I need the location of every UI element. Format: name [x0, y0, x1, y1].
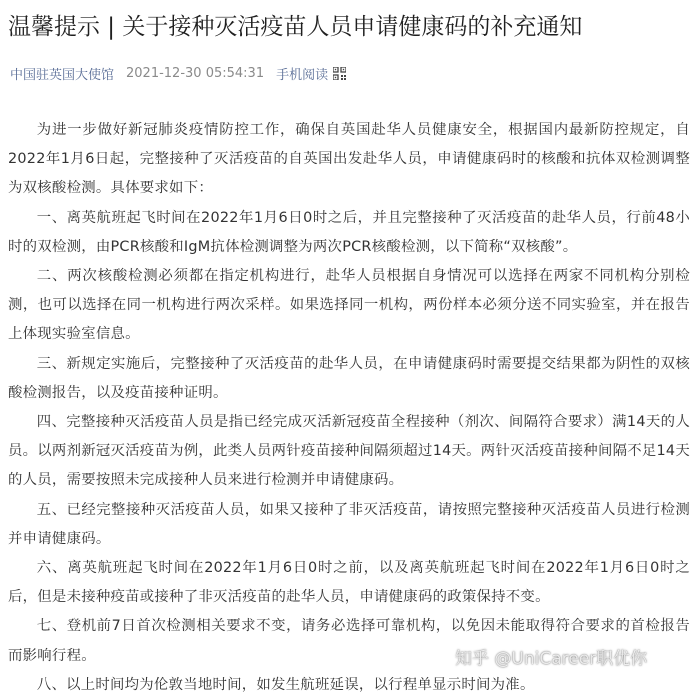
paragraph-item-6: 六、离英航班起飞时间在2022年1月6日0时之前，以及离英航班起飞时间在2022年1月6日0时之后，但是未接种疫苗或接种了非灭活疫苗的赴华人员，申请健康码的政策保持不变。 — [8, 560, 690, 606]
article-body — [8, 116, 690, 700]
paragraph-item-1: 一、离英航班起飞时间在2022年1月6日0时之后，并且完整接种了灭活疫苗的赴华人员，行前48小时的双检测，由PCR核酸和IgM抗体检测调整为两次PCR核酸检测，以下简称“双核酸”。 — [8, 209, 690, 255]
paragraph-item-4: 四、完整接种灭活疫苗人员是指已经完成灭活新冠疫苗全程接种（剂次、间隔符合要求）满14天的人员。以两剂新冠灭活疫苗为例，此类人员两针疫苗接种间隔须超过14天。两针灭活疫苗接种间隔不足14天的人员，需要按照未完成接种人员来进行检测并申请健康码。 — [8, 414, 690, 489]
page-title: 温馨提示 | 关于接种灭活疫苗人员申请健康码的补充通知 — [8, 14, 583, 40]
publish-datetime: 2021-12-30 05:54:31 — [126, 65, 265, 81]
paragraph-item-2: 二、两次核酸检测必须都在指定机构进行，赴华人员根据自身情况可以选择在两家不同机构分别检测，也可以选择在同一机构进行两次采样。如果选择同一机构，两份样本必须分送不同实验室，并在报告上体现实验室信息。 — [8, 268, 690, 343]
mobile-read-link[interactable] — [276, 64, 346, 83]
watermark: 知乎 @UniCareer职优你 — [455, 649, 648, 669]
paragraph-intro: 为进一步做好新冠肺炎疫情防控工作，确保自英国赴华人员健康安全，根据国内最新防控规定，自2022年1月6日起，完整接种了灭活疫苗的自英国出发赴华人员，申请健康码时的核酸和抗体双检测调整为双核酸检测。具体要求如下： — [8, 122, 690, 197]
paragraph-item-5: 五、已经完整接种灭活疫苗人员，如果又接种了非灭活疫苗，请按照完整接种灭活疫苗人员进行检测并申请健康码。 — [8, 501, 690, 547]
qr-code-icon — [333, 67, 346, 80]
paragraph-item-3: 三、新规定实施后，完整接种了灭活疫苗的赴华人员，在申请健康码时需要提交结果都为阴性的双核酸检测报告，以及疫苗接种证明。 — [8, 355, 690, 401]
account-name-link[interactable]: 中国驻英国大使馆 — [10, 67, 115, 83]
mobile-read-label: 手机阅读 — [276, 67, 329, 83]
article-meta — [10, 62, 346, 84]
paragraph-item-7: 七、登机前7日首次检测相关要求不变，请务必选择可靠机构，以免因未能取得符合要求的首检报告而影响行程。 — [8, 618, 690, 664]
paragraph-item-8: 八、以上时间均为伦敦当地时间，如发生航班延误，以行程单显示时间为准。 — [36, 676, 535, 693]
